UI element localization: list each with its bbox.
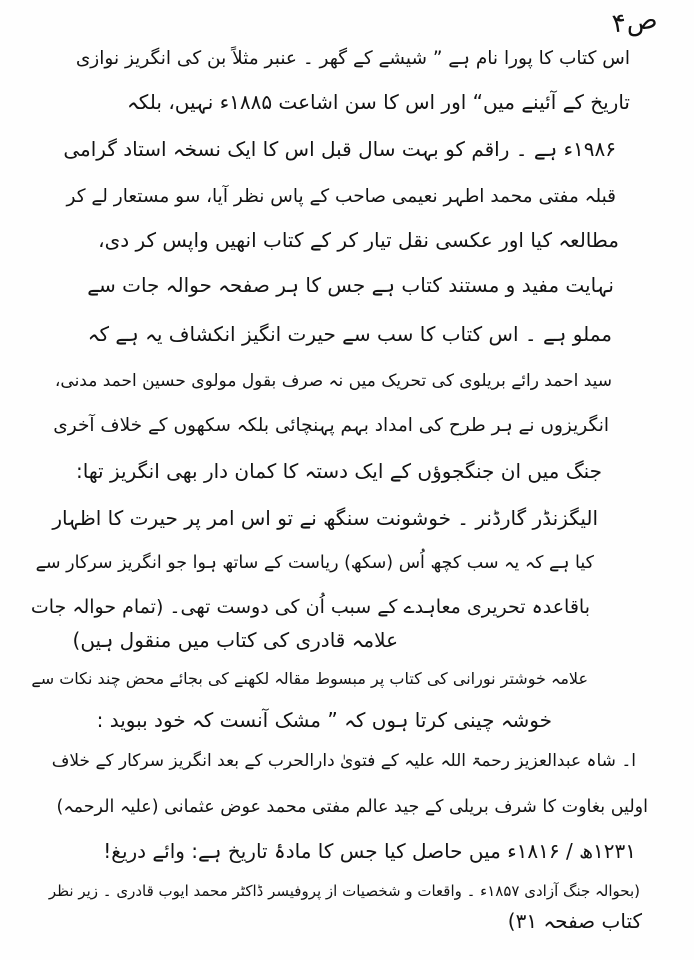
text-line: (بحوالہ جنگ آزادی ۱۸۵۷ء ۔ واقعات و شخصیات از پروفیسر ڈاکٹر محمد ایوب قادری ۔ زیر نظر (48, 882, 640, 900)
text-line: خوشہ چینی کرتا ہوں کہ ” مشک آنست کہ خود ببوید : (96, 708, 552, 732)
text-line: اس کتاب کا پورا نام ہے ” شیشے کے گھر ۔ عنبر مثلاً بن کی انگریز نوازی (75, 48, 630, 69)
text-line: کیا ہے کہ یہ سب کچھ اُس (سکھ) ریاست کے ساتھ ہوا جو انگریز سرکار سے (35, 553, 594, 573)
text-line: ا۔ شاہ عبدالعزیز رحمۃ اللہ علیہ کے فتویٰ دارالحرب کے بعد انگریز سرکار کے خلاف (51, 751, 636, 771)
text-line: نہایت مفید و مستند کتاب ہے جس کا ہر صفحہ حوالہ جات سے (87, 273, 614, 297)
text-line: کتاب صفحہ ۳۱) (507, 909, 642, 933)
text-line: الیگزنڈر گارڈنر ۔ خوشونت سنگھ نے تو اس امر پر حیرت کا اظہار (52, 506, 598, 530)
text-line: مملو ہے ۔ اس کتاب کا سب سے حیرت انگیز انکشاف یہ ہے کہ (87, 322, 612, 346)
text-line: تاریخ کے آئینے میں“ اور اس کا سن اشاعت ۱۸۸۵ء نہیں، بلکہ (127, 90, 630, 114)
text-line: ۱۲۳۱ھ / ۱۸۱۶ء میں حاصل کیا جس کا مادۂ تاریخ ہے: وائے دریغ! (103, 839, 636, 863)
text-line: اولیں بغاوت کا شرف بریلی کے جید عالم مفتی محمد عوض عثمانی (علیہ الرحمہ) (56, 797, 648, 817)
text-line: انگریزوں نے ہر طرح کی امداد بہم پہنچائی بلکہ سکھوں کے خلاف آخری (53, 415, 609, 436)
text-line: باقاعدہ تحریری معاہدے کے سبب اُن کی دوست تھی۔ (تمام حوالہ جات (30, 596, 590, 618)
text-line: جنگ میں ان جنگجوؤں کے ایک دستہ کا کمان دار بھی انگریز تھا: (76, 459, 602, 483)
text-line: علامہ خوشتر نورانی کی کتاب پر مبسوط مقالہ لکھنے کی بجائے محض چند نکات سے (31, 669, 588, 688)
text-line: مطالعہ کیا اور عکسی نقل تیار کر کے کتاب انھیں واپس کر دی، (98, 228, 619, 252)
text-line: علامہ قادری کی کتاب میں منقول ہیں) (72, 628, 398, 652)
text-line: سید احمد رائے بریلوی کی تحریک میں نہ صرف بقول مولوی حسین احمد مدنی، (54, 371, 612, 391)
page-number: ص۴ (610, 4, 659, 40)
text-line: ۱۹۸۶ء ہے ۔ راقم کو بہت سال قبل اس کا ایک نسخہ استاد گرامی (63, 137, 616, 161)
text-line: قبلہ مفتی محمد اطہر نعیمی صاحب کے پاس نظر آیا، سو مستعار لے کر (66, 186, 616, 207)
